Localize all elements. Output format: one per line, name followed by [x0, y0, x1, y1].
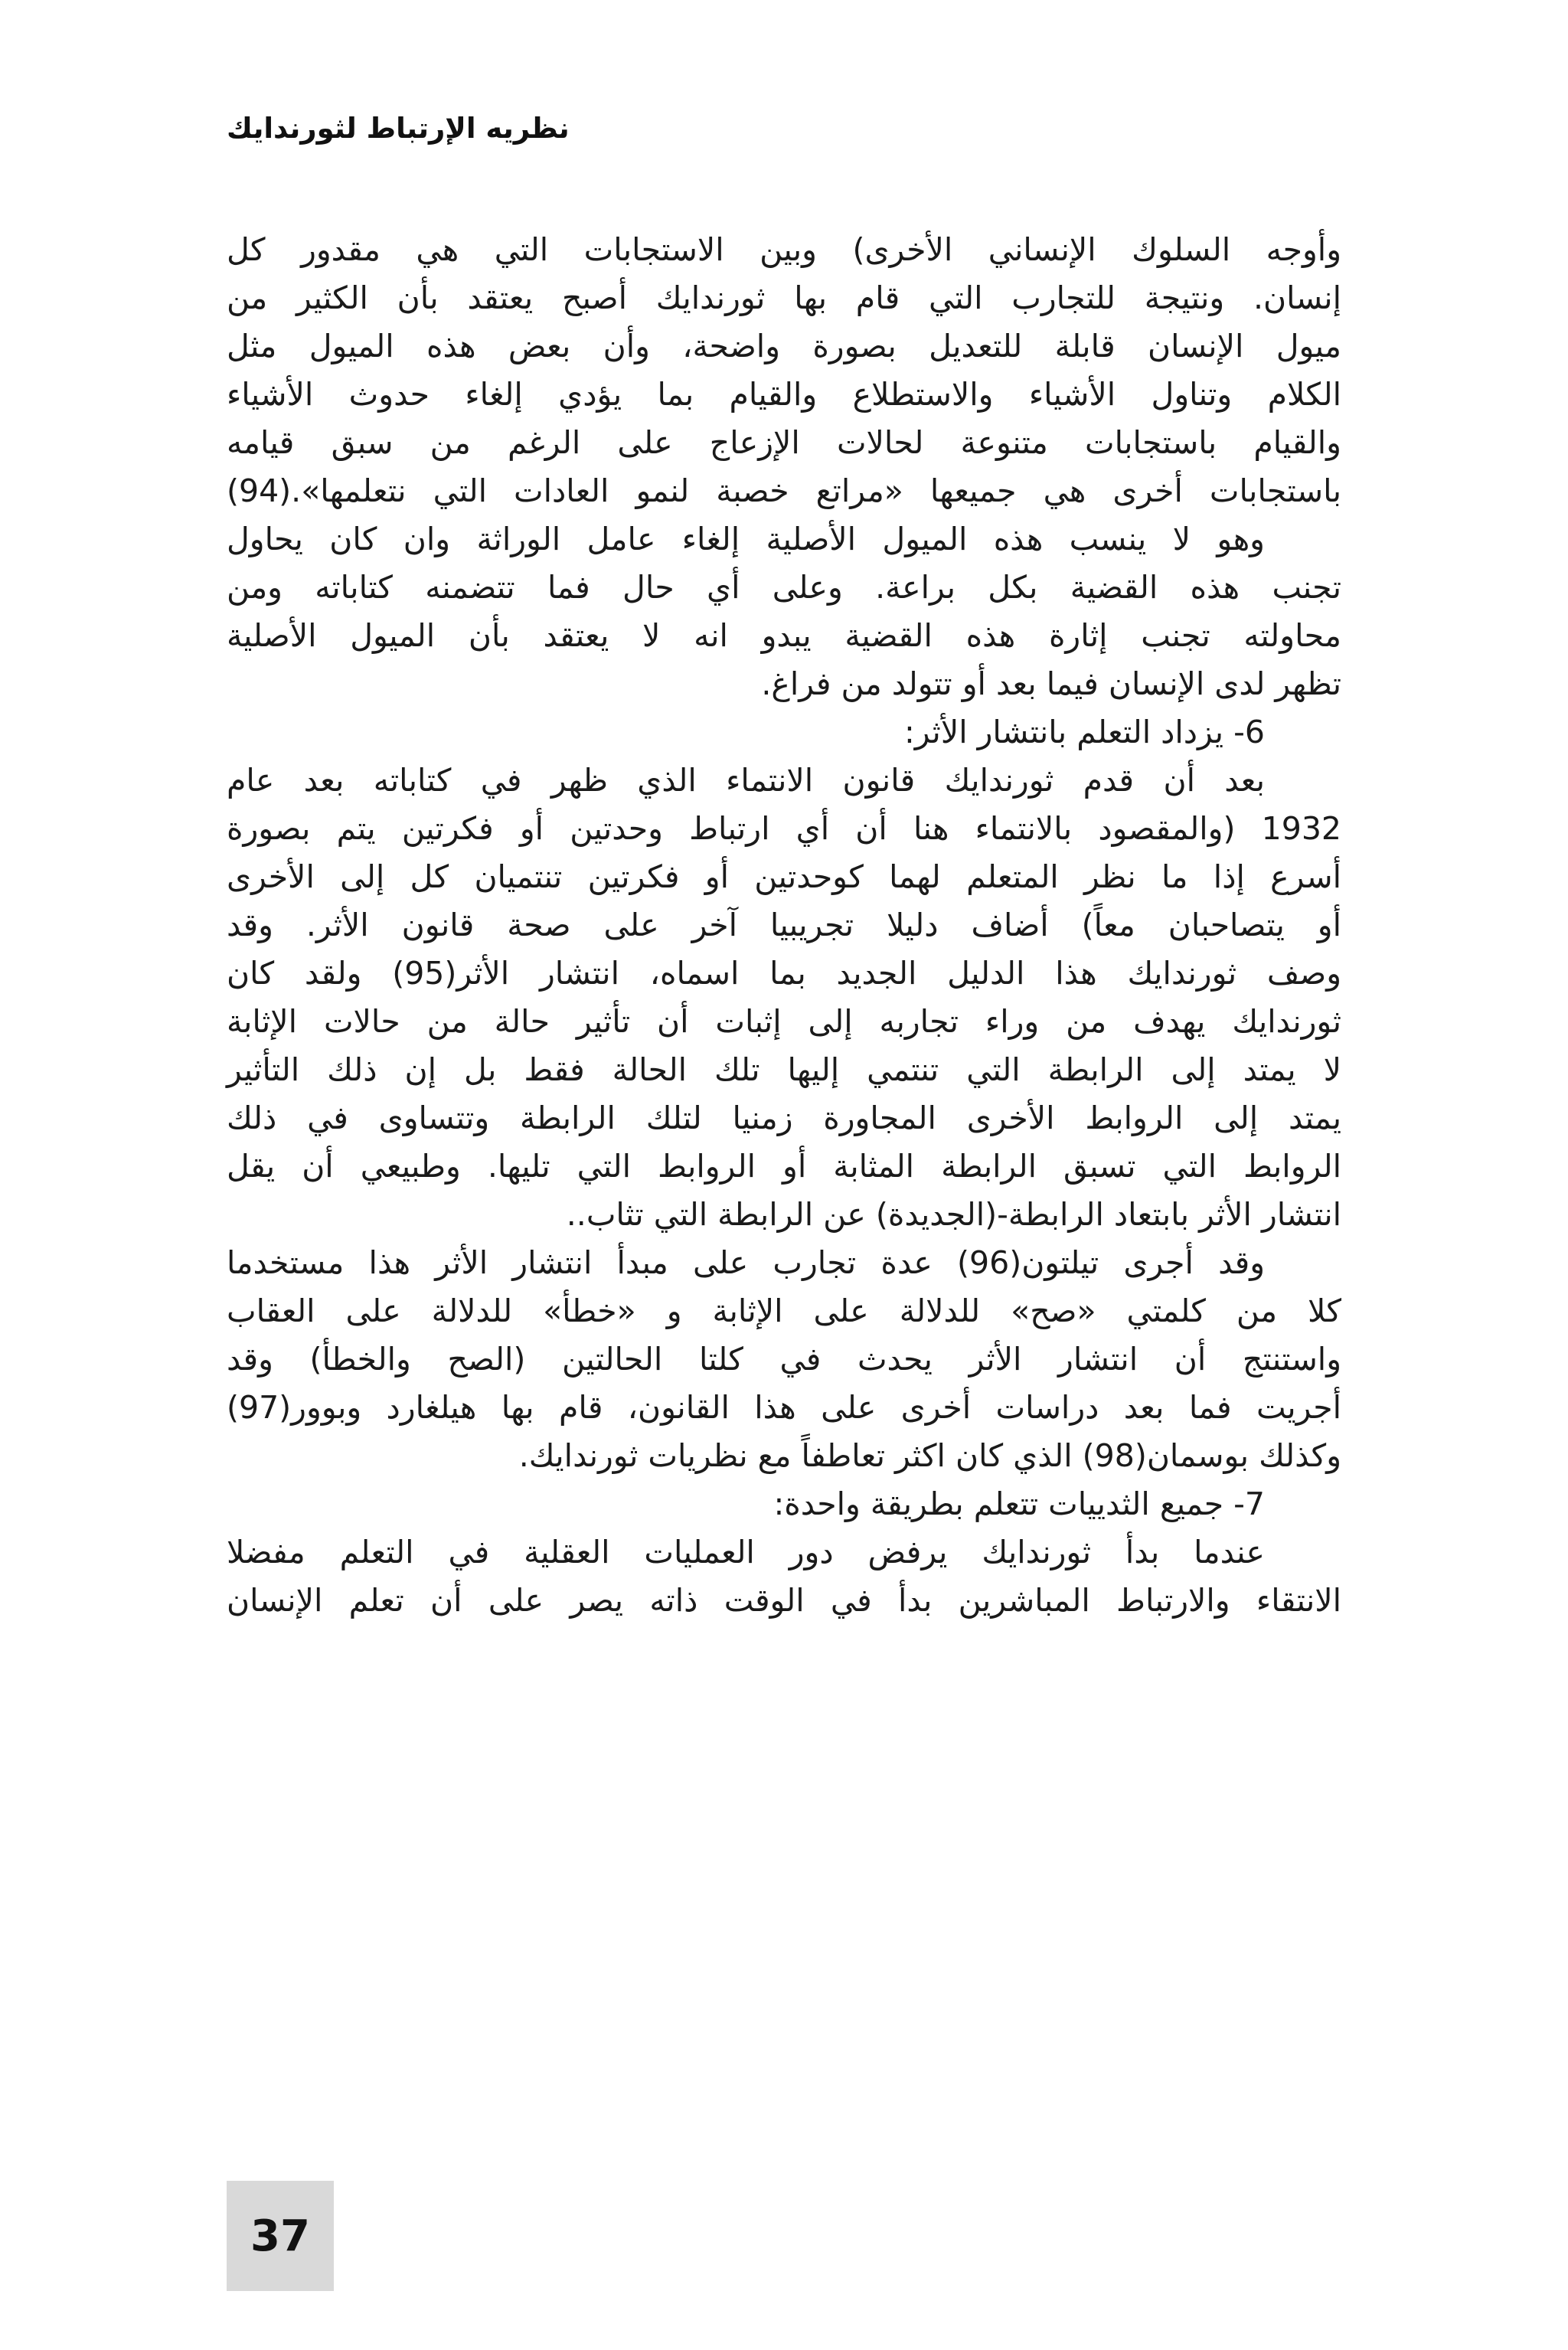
text-line: وأوجه السلوك الإنساني الأخرى) وبين الاستجابات التي هي مقدور كل — [227, 231, 1341, 268]
text-line: باستجابات أخرى هي جميعها «مراتع خصبة لنمو العادات التي نتعلمها».(94) — [227, 472, 1341, 509]
text-line: وهو لا ينسب هذه الميول الأصلية إلغاء عامل الوراثة وان كان يحاول — [227, 521, 1265, 557]
page-number: 37 — [250, 2211, 310, 2261]
text-line: تجنب هذه القضية بكل براعة. وعلى أي حال فما تتضمنه كتاباته ومن — [227, 569, 1341, 606]
running-header: نظريه الإرتباط لثورندايك — [227, 112, 570, 145]
text-line: واستنتج أن انتشار الأثر يحدث في كلتا الحالتين (الصح والخطأ) وقد — [227, 1341, 1341, 1378]
text-line: 1932 (والمقصود بالانتماء هنا أن أي ارتباط وحدتين أو فكرتين يتم بصورة — [227, 810, 1341, 847]
text-line: وكذلك بوسمان(98) الذي كان اكثر تعاطفاً مع نظريات ثورندايك. — [518, 1437, 1341, 1474]
text-line: تظهر لدى الإنسان فيما بعد أو تتولد من فراغ. — [761, 665, 1341, 702]
text-line: الكلام وتناول الأشياء والاستطلاع والقيام بما يؤدي إلغاء حدوث الأشياء — [227, 376, 1341, 413]
text-line: وصف ثورندايك هذا الدليل الجديد بما اسماه، انتشار الأثر(95) ولقد كان — [227, 955, 1341, 992]
text-line: بعد أن قدم ثورندايك قانون الانتماء الذي ظهر في كتاباته بعد عام — [227, 762, 1265, 799]
body-text — [227, 226, 1341, 1625]
text-line: انتشار الأثر بابتعاد الرابطة-(الجديدة) عن الرابطة التي تثاب.. — [566, 1196, 1341, 1233]
text-line: إنسان. ونتيجة للتجارب التي قام بها ثورندايك أصبح يعتقد بأن الكثير من — [227, 279, 1341, 316]
text-line: الروابط التي تسبق الرابطة المثابة أو الروابط التي تليها. وطبيعي أن يقل — [227, 1148, 1341, 1185]
text-line: محاولته تجنب إثارة هذه القضية يبدو انه لا يعتقد بأن الميول الأصلية — [227, 617, 1341, 654]
page-number-box — [227, 2181, 334, 2291]
text-line: ثورندايك يهدف من وراء تجاربه إلى إثبات أن تأثير حالة من حالات الإثابة — [227, 1003, 1341, 1040]
text-line: أو يتصاحبان معاً) أضاف دليلا تجريبيا آخر على صحة قانون الأثر. وقد — [227, 907, 1341, 943]
text-line: أسرع إذا ما نظر المتعلم لهما كوحدتين أو فكرتين تنتميان كل إلى الأخرى — [227, 858, 1341, 895]
section-heading: 6- يزداد التعلم بانتشار الأثر: — [903, 714, 1265, 750]
section-heading: 7- جميع الثدييات تتعلم بطريقة واحدة: — [773, 1486, 1265, 1522]
text-line: يمتد إلى الروابط الأخرى المجاورة زمنيا لتلك الرابطة وتتساوى في ذلك — [227, 1100, 1341, 1136]
text-line: لا يمتد إلى الرابطة التي تنتمي إليها تلك الحالة فقط بل إن ذلك التأثير — [227, 1051, 1341, 1088]
text-line: ميول الإنسان قابلة للتعديل بصورة واضحة، وأن بعض هذه الميول مثل — [227, 328, 1341, 364]
text-line: عندما بدأ ثورندايك يرفض دور العمليات العقلية في التعلم مفضلا — [227, 1534, 1265, 1570]
text-line: والقيام باستجابات متنوعة لحالات الإزعاج على الرغم من سبق قيامه — [227, 424, 1341, 461]
text-line: الانتقاء والارتباط المباشرين بدأ في الوقت ذاته يصر على أن تعلم الإنسان — [227, 1582, 1341, 1619]
text-line: أجريت فما بعد دراسات أخرى على هذا القانون، قام بها هيلغارد وبوور(97) — [227, 1389, 1341, 1426]
text-line: وقد أجرى تيلتون(96) عدة تجارب على مبدأ انتشار الأثر هذا مستخدما — [227, 1244, 1265, 1281]
text-line: كلا من كلمتي «صح» للدلالة على الإثابة و «خطأ» للدلالة على العقاب — [227, 1293, 1341, 1329]
